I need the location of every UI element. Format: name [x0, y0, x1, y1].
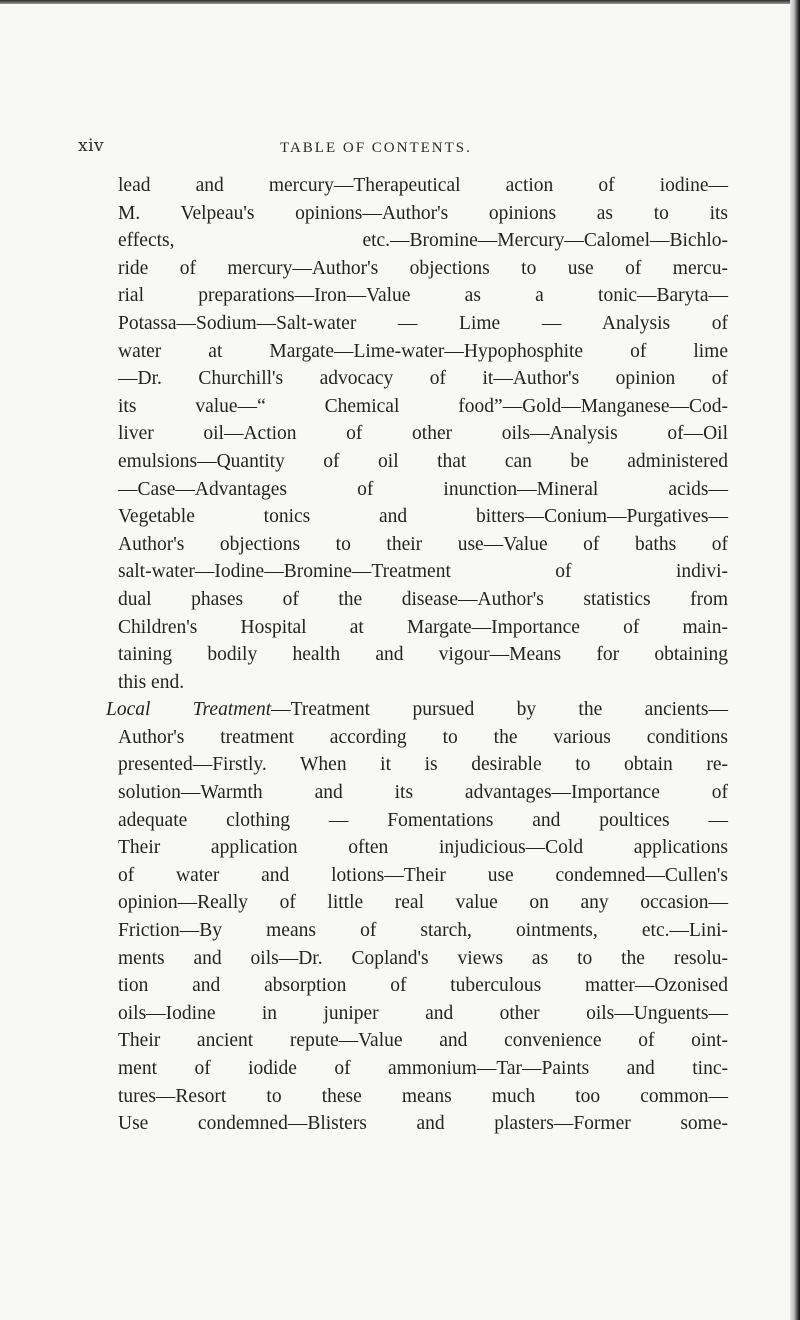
- text-line: rial preparations—Iron—Value as a tonic—Baryta—: [118, 285, 728, 307]
- text-line: tion and absorption of tuberculous matter—Ozonised: [118, 975, 728, 997]
- text-line: ments and oils—Dr. Copland's views as to the resolu-: [118, 947, 728, 969]
- text-line: Potassa—Sodium—Salt-water — Lime — Analysis of: [118, 312, 728, 334]
- text-line: Their application often injudicious—Cold applications: [118, 837, 728, 859]
- text-line: tures—Resort to these means much too common—: [118, 1085, 728, 1107]
- text-line: solution—Warmth and its advantages—Importance of: [118, 782, 728, 804]
- page-number: xiv: [78, 136, 105, 156]
- contents-text: [106, 172, 729, 1138]
- text-line: M. Velpeau's opinions—Author's opinions as to its: [118, 202, 728, 224]
- text-line: effects, etc.—Bromine—Mercury—Calomel—Bichlo-: [118, 230, 728, 252]
- text-line: salt-water—Iodine—Bromine—Treatment of indivi-: [118, 561, 728, 583]
- text-line: adequate clothing — Fomentations and poultices —: [118, 809, 728, 831]
- text-line: liver oil—Action of other oils—Analysis of—Oil: [118, 423, 728, 445]
- section-heading-line: [106, 696, 728, 724]
- text-line: this end.: [118, 671, 185, 693]
- text-line: Their ancient repute—Value and convenience of oint-: [118, 1030, 728, 1052]
- text-line: Author's objections to their use—Value of baths of: [118, 533, 728, 555]
- page-gutter-shadow: [790, 0, 800, 1320]
- running-title: TABLE OF CONTENTS.: [280, 140, 472, 156]
- text-line: ride of mercury—Author's objections to use of mercu-: [118, 257, 728, 279]
- text-line: Friction—By means of starch, ointments, etc.—Lini-: [118, 920, 728, 942]
- text-line: Children's Hospital at Margate—Importance of main-: [118, 616, 728, 638]
- local-treatment-heading: Local Treatment: [106, 699, 272, 721]
- text-line: of water and lotions—Their use condemned—Cullen's: [118, 864, 728, 886]
- text-line: ment of iodide of ammonium—Tar—Paints and tinc-: [118, 1058, 728, 1079]
- text-line: Use condemned—Blisters and plasters—Former some-: [118, 1113, 728, 1135]
- text-line: water at Margate—Lime-water—Hypophosphite of lime: [118, 340, 728, 362]
- text-line: Vegetable tonics and bitters—Conium—Purgatives—: [118, 506, 728, 528]
- text-line: —Case—Advantages of inunction—Mineral acids—: [118, 478, 728, 500]
- text-line: dual phases of the disease—Author's statistics from: [118, 588, 728, 610]
- text-fragment: —Treatment pursued by the ancients—: [271, 699, 729, 721]
- text-line: Author's treatment according to the various conditions: [118, 726, 728, 748]
- text-line: lead and mercury—Therapeutical action of iodine—: [118, 175, 728, 196]
- text-line: taining bodily health and vigour—Means for obtaining: [118, 644, 728, 666]
- text-line: oils—Iodine in juniper and other oils—Unguents—: [118, 1002, 728, 1024]
- top-edge-shadow: [0, 0, 800, 4]
- text-line: emulsions—Quantity of oil that can be administered: [118, 450, 728, 472]
- text-line: presented—Firstly. When it is desirable to obtain re-: [118, 754, 728, 776]
- text-line: opinion—Really of little real value on any occasion—: [118, 892, 728, 914]
- text-line: —Dr. Churchill's advocacy of it—Author's opinion of: [118, 368, 728, 390]
- text-line: its value—“ Chemical food”—Gold—Manganese—Cod-: [118, 395, 728, 417]
